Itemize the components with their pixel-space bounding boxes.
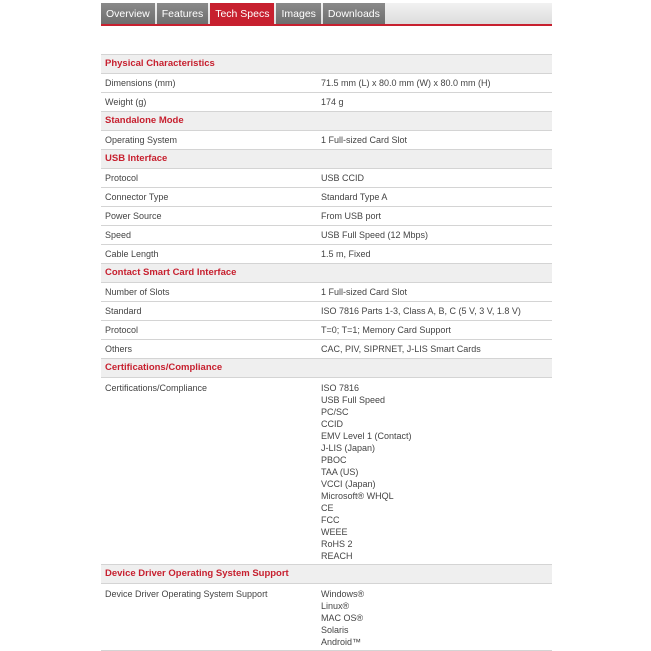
spec-value-item: Windows® <box>321 589 365 599</box>
spec-value-item: 174 g <box>321 97 344 107</box>
spec-value <box>321 131 552 149</box>
spec-value <box>321 340 552 358</box>
spec-value-item: Microsoft® WHQL <box>321 491 394 501</box>
spec-value-item: Standard Type A <box>321 192 388 202</box>
spec-value-item: 1 Full-sized Card Slot <box>321 287 408 297</box>
spec-value-item: 71.5 mm (L) x 80.0 mm (W) x 80.0 mm (H) <box>321 78 491 88</box>
spec-value <box>321 207 552 225</box>
spec-row <box>101 74 552 93</box>
spec-row <box>101 131 552 150</box>
spec-label: Number of Slots <box>105 287 170 297</box>
spec-value-item: MAC OS® <box>321 613 364 623</box>
spec-value-item: WEEE <box>321 527 348 537</box>
tab-features[interactable]: Features <box>157 3 208 24</box>
spec-label: Protocol <box>105 325 139 335</box>
spec-value-item: TAA (US) <box>321 467 359 477</box>
spec-label: Connector Type <box>105 192 169 202</box>
spec-row <box>101 340 552 359</box>
spec-value <box>321 321 552 339</box>
spec-value-item: CE <box>321 503 334 513</box>
spec-value-item: ISO 7816 Parts 1-3, Class A, B, C (5 V, 3 V, 1.8 V) <box>321 306 521 316</box>
spec-value <box>321 302 552 320</box>
spec-label: Operating System <box>105 135 178 145</box>
spec-value-item: CCID <box>321 419 343 429</box>
spec-value-item: EMV Level 1 (Contact) <box>321 431 412 441</box>
spec-value <box>321 74 552 92</box>
spec-label: Protocol <box>105 173 139 183</box>
section-header: Certifications/Compliance <box>101 359 552 378</box>
tabs <box>101 3 552 24</box>
spec-value <box>321 245 552 263</box>
spec-value-item: FCC <box>321 515 340 525</box>
spec-value-item: CAC, PIV, SIPRNET, J-LIS Smart Cards <box>321 344 481 354</box>
spec-value-item: Solaris <box>321 625 349 635</box>
spec-label: Power Source <box>105 211 162 221</box>
spec-value-item: PC/SC <box>321 407 349 417</box>
spec-value <box>321 93 552 111</box>
spec-row <box>101 93 552 112</box>
spec-row <box>101 188 552 207</box>
spec-label: Speed <box>105 230 132 240</box>
spec-value-item: USB Full Speed (12 Mbps) <box>321 230 429 240</box>
spec-value-item: Android™ <box>321 637 362 647</box>
section-header: Standalone Mode <box>101 112 552 131</box>
spec-label: Standard <box>105 306 142 316</box>
spec-row <box>101 584 552 651</box>
spec-value <box>321 378 552 564</box>
spec-label: Weight (g) <box>105 97 147 107</box>
spec-row <box>101 169 552 188</box>
spec-value-item: 1 Full-sized Card Slot <box>321 135 408 145</box>
spec-label: Certifications/Compliance <box>105 383 208 393</box>
tab-overview[interactable]: Overview <box>101 3 155 24</box>
tab-downloads[interactable]: Downloads <box>323 3 385 24</box>
tech-specs-table <box>101 54 552 651</box>
tab-bar <box>101 3 552 26</box>
spec-value-item: USB CCID <box>321 173 365 183</box>
spec-value-item: 1.5 m, Fixed <box>321 249 371 259</box>
spec-value <box>321 226 552 244</box>
spec-row <box>101 283 552 302</box>
spec-value <box>321 169 552 187</box>
spec-value-item: VCCI (Japan) <box>321 479 376 489</box>
spec-value-item: From USB port <box>321 211 382 221</box>
spec-row <box>101 207 552 226</box>
spec-value-item: REACH <box>321 551 353 561</box>
tab-tech-specs[interactable]: Tech Specs <box>210 3 274 24</box>
spec-label: Device Driver Operating System Support <box>105 589 268 599</box>
spec-value-item: J-LIS (Japan) <box>321 443 376 453</box>
section-header: Physical Characteristics <box>101 55 552 74</box>
spec-label: Cable Length <box>105 249 159 259</box>
tab-images[interactable]: Images <box>276 3 320 24</box>
spec-value-item: PBOC <box>321 455 347 465</box>
spec-value <box>321 283 552 301</box>
spec-label: Dimensions (mm) <box>105 78 176 88</box>
spec-value-item: RoHS 2 <box>321 539 353 549</box>
spec-value-item: USB Full Speed <box>321 395 386 405</box>
spec-row <box>101 378 552 565</box>
spec-value <box>321 188 552 206</box>
spec-row <box>101 302 552 321</box>
spec-value-item: Linux® <box>321 601 350 611</box>
section-header: Device Driver Operating System Support <box>101 565 552 584</box>
spec-label: Others <box>105 344 133 354</box>
spec-value <box>321 584 552 650</box>
spec-row <box>101 321 552 340</box>
section-header: USB Interface <box>101 150 552 169</box>
spec-row <box>101 245 552 264</box>
spec-value-item: T=0; T=1; Memory Card Support <box>321 325 451 335</box>
spec-row <box>101 226 552 245</box>
spec-value-item: ISO 7816 <box>321 383 360 393</box>
section-header: Contact Smart Card Interface <box>101 264 552 283</box>
